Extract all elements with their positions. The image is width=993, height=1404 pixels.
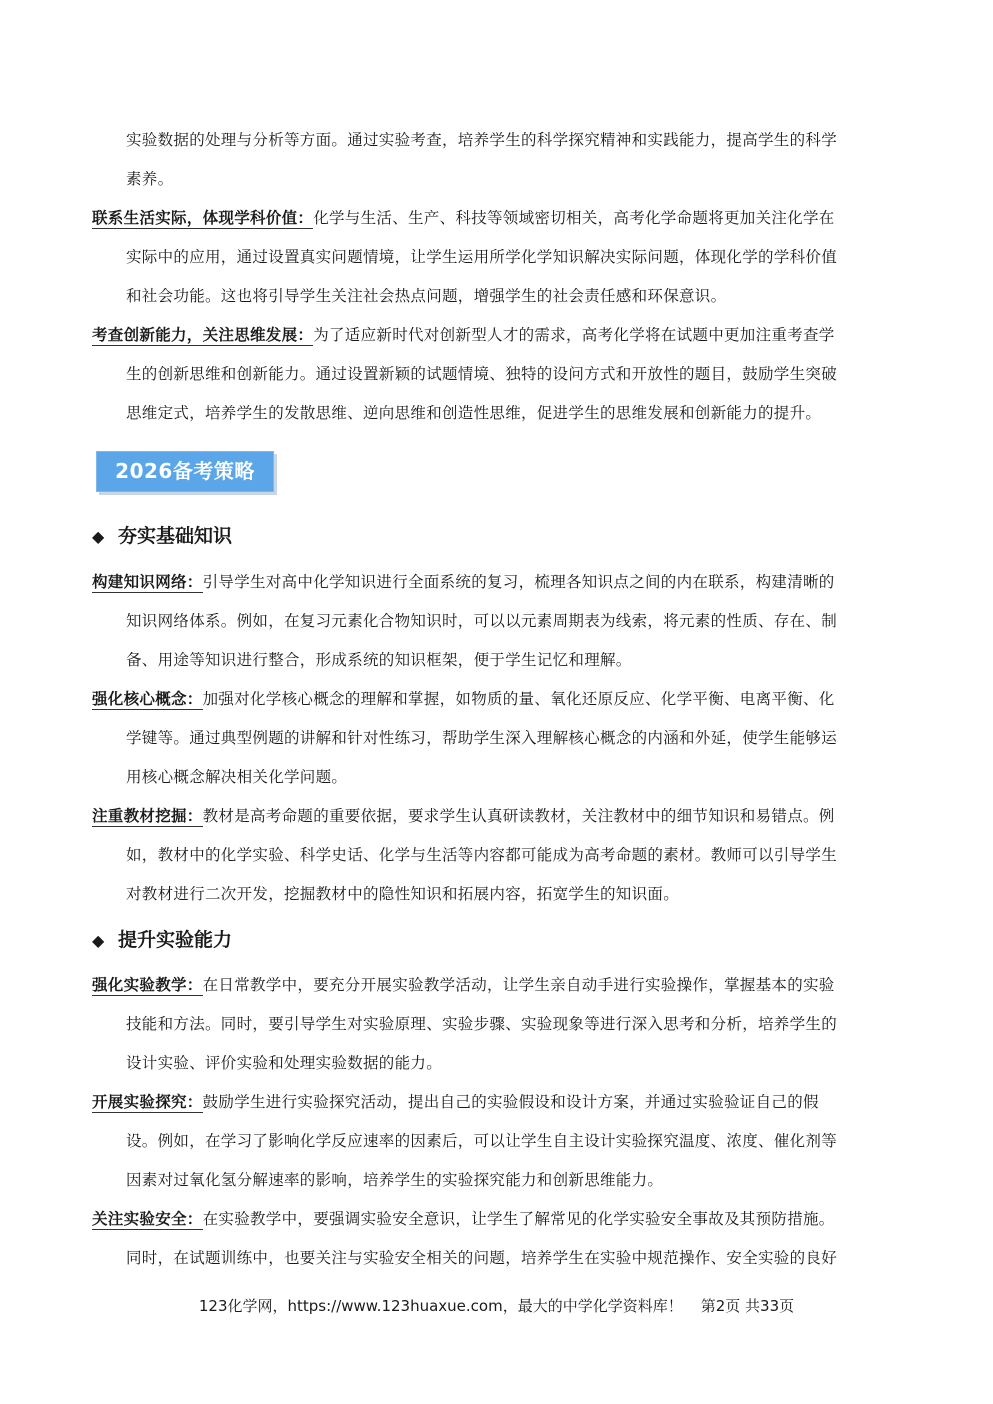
paragraph-term: 关注实验安全： <box>92 1209 203 1228</box>
paragraph-line: 实验数据的处理与分析等方面。通过实验考查，培养学生的科学探究精神和实践能力，提高学生的科学 <box>126 131 838 149</box>
paragraph-term: 联系生活实际，体现学科价值： <box>92 208 314 227</box>
page-footer <box>0 1295 993 1317</box>
paragraph-first-line <box>92 324 835 346</box>
diamond-bullet-icon: ◆ <box>92 931 105 950</box>
paragraph-first-line <box>92 571 835 593</box>
heading-text: 夯实基础知识 <box>118 525 233 547</box>
paragraph-first-line <box>92 688 835 710</box>
paragraph-term: 注重教材挖掘： <box>92 806 203 825</box>
paragraph-line: 设计实验、评价实验和处理实验数据的能力。 <box>126 1054 443 1072</box>
paragraph-term: 强化实验教学： <box>92 975 203 994</box>
paragraph-term: 开展实验探究： <box>92 1092 203 1111</box>
footer-site-text: 123化学网，https://www.123huaxue.com，最大的中学化学资料库！ <box>198 1297 683 1315</box>
paragraph-first-line <box>92 1091 819 1113</box>
paragraph-line: 设。例如，在学习了影响化学反应速率的因素后，可以让学生自主设计实验探究温度、浓度、催化剂等 <box>126 1132 838 1150</box>
paragraph-text: 鼓励学生进行实验探究活动，提出自己的实验假设和设计方案，并通过实验验证自己的假 <box>202 1093 819 1111</box>
paragraph-line: 思维定式，培养学生的发散思维、逆向思维和创造性思维，促进学生的思维发展和创新能力的提升。 <box>126 404 822 422</box>
paragraph-line: 备、用途等知识进行整合，形成系统的知识框架，便于学生记忆和理解。 <box>126 651 632 669</box>
paragraph-first-line <box>92 1208 835 1230</box>
paragraph-line: 因素对过氧化氢分解速率的影响，培养学生的实验探究能力和创新思维能力。 <box>126 1171 664 1189</box>
paragraph-first-line <box>92 974 835 996</box>
paragraph-line: 学键等。通过典型例题的讲解和针对性练习，帮助学生深入理解核心概念的内涵和外延，使学生能够运 <box>126 729 838 747</box>
banner-title: 2026备考策略 <box>115 459 255 483</box>
paragraph-line: 同时，在试题训练中，也要关注与实验安全相关的问题，培养学生在实验中规范操作、安全实验的良好 <box>126 1249 838 1267</box>
paragraph-text: 化学与生活、生产、科技等领域密切相关，高考化学命题将更加关注化学在 <box>313 209 835 227</box>
paragraph-term: 强化核心概念： <box>92 689 203 708</box>
footer-page-number: 第2页 共33页 <box>700 1297 795 1315</box>
strategy-heading <box>92 927 232 954</box>
paragraph-line: 素养。 <box>126 170 174 188</box>
paragraph-text: 为了适应新时代对创新型人才的需求，高考化学将在试题中更加注重考查学 <box>313 326 835 344</box>
paragraph-text: 引导学生对高中化学知识进行全面系统的复习，梳理各知识点之间的内在联系，构建清晰的 <box>202 573 835 591</box>
paragraph-text: 加强对化学核心概念的理解和掌握，如物质的量、氧化还原反应、化学平衡、电离平衡、化 <box>202 690 835 708</box>
paragraph-first-line <box>92 805 835 827</box>
strategy-heading <box>92 523 232 550</box>
paragraph-line: 和社会功能。这也将引导学生关注社会热点问题，增强学生的社会责任感和环保意识。 <box>126 287 727 305</box>
section-banner <box>96 451 274 492</box>
paragraph-text: 在实验教学中，要强调实验安全意识，让学生了解常见的化学实验安全事故及其预防措施。 <box>202 1210 835 1228</box>
paragraph-line: 用核心概念解决相关化学问题。 <box>126 768 348 786</box>
paragraph-text: 教材是高考命题的重要依据，要求学生认真研读教材，关注教材中的细节知识和易错点。例 <box>202 807 835 825</box>
paragraph-text: 在日常教学中，要充分开展实验教学活动，让学生亲自动手进行实验操作，掌握基本的实验 <box>202 976 835 994</box>
paragraph-line: 生的创新思维和创新能力。通过设置新颖的试题情境、独特的设问方式和开放性的题目，鼓励学生突破 <box>126 365 838 383</box>
diamond-bullet-icon: ◆ <box>92 527 105 546</box>
paragraph-line: 如，教材中的化学实验、科学史话、化学与生活等内容都可能成为高考命题的素材。教师可以引导学生 <box>126 846 838 864</box>
paragraph-line: 实际中的应用，通过设置真实问题情境，让学生运用所学化学知识解决实际问题，体现化学的学科价值 <box>126 248 838 266</box>
paragraph-line: 对教材进行二次开发，挖掘教材中的隐性知识和拓展内容，拓宽学生的知识面。 <box>126 885 680 903</box>
paragraph-first-line <box>92 207 835 229</box>
paragraph-line: 技能和方法。同时，要引导学生对实验原理、实验步骤、实验现象等进行深入思考和分析，培养学生的 <box>126 1015 838 1033</box>
paragraph-line: 知识网络体系。例如，在复习元素化合物知识时，可以以元素周期表为线索，将元素的性质、存在、制 <box>126 612 838 630</box>
paragraph-term: 考查创新能力，关注思维发展： <box>92 325 314 344</box>
paragraph-term: 构建知识网络： <box>92 572 203 591</box>
heading-text: 提升实验能力 <box>118 929 233 951</box>
